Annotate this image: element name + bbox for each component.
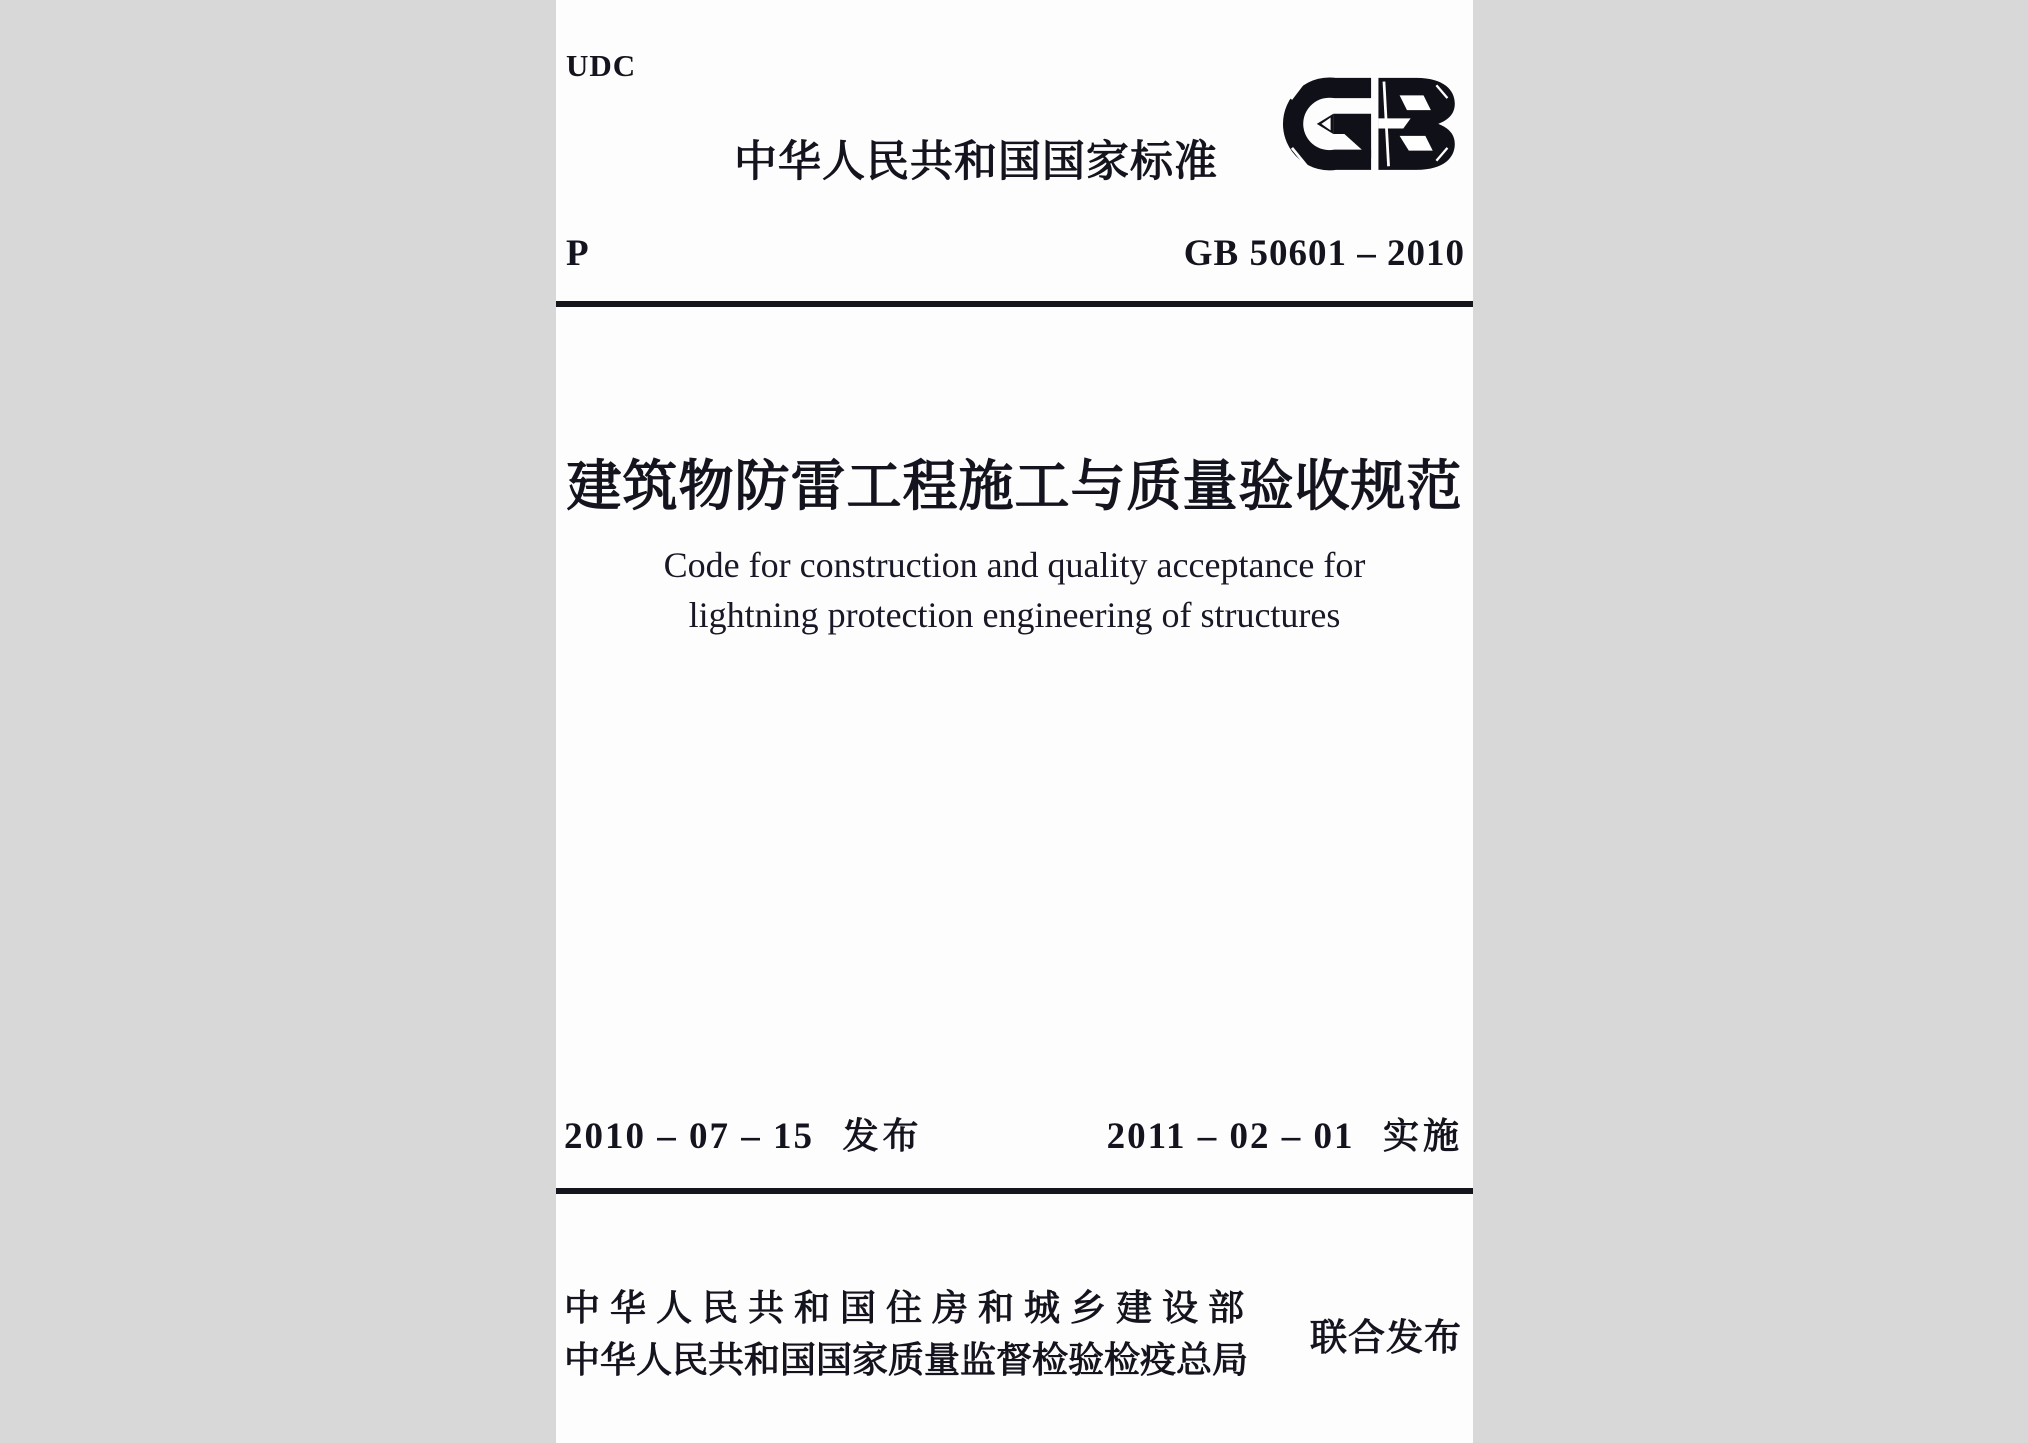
bottom-divider-rule <box>556 1188 1473 1194</box>
implement-label: 实施 <box>1382 1115 1463 1156</box>
gb-standard-logo-icon <box>1280 70 1464 176</box>
code-row <box>566 232 1465 274</box>
publisher-names <box>564 1282 1276 1386</box>
standard-number: GB 50601 – 2010 <box>1183 233 1465 274</box>
standard-title-english <box>556 540 1473 640</box>
dates-row <box>564 1108 1463 1157</box>
classification-code: P <box>566 233 589 274</box>
standard-title-chinese: 建筑物防雷工程施工与质量验收规范 <box>566 456 1463 517</box>
issue-label: 发布 <box>842 1115 923 1156</box>
top-divider-rule <box>556 301 1473 307</box>
publishers-block <box>564 1282 1465 1386</box>
english-title-line2: lightning protection engineering of structures <box>688 595 1341 635</box>
udc-label: UDC <box>566 48 637 83</box>
issue-date-group <box>564 1108 922 1159</box>
national-standard-heading: 中华人民共和国国家标准 <box>734 138 1218 186</box>
joint-release-label: 联合发布 <box>1310 1317 1462 1358</box>
implement-date: 2011 – 02 – 01 <box>1106 1116 1355 1157</box>
standard-cover-page <box>556 0 1473 1443</box>
implement-date-group <box>1107 1108 1463 1159</box>
publisher-line2: 中华人民共和国国家质量监督检验检疫总局 <box>564 1339 1249 1380</box>
issue-date: 2010 – 07 – 15 <box>564 1116 814 1157</box>
english-title-line1: Code for construction and quality acceptance for <box>663 545 1366 585</box>
publisher-line1: 中华人民共和国住房和城乡建设部 <box>564 1287 1255 1328</box>
